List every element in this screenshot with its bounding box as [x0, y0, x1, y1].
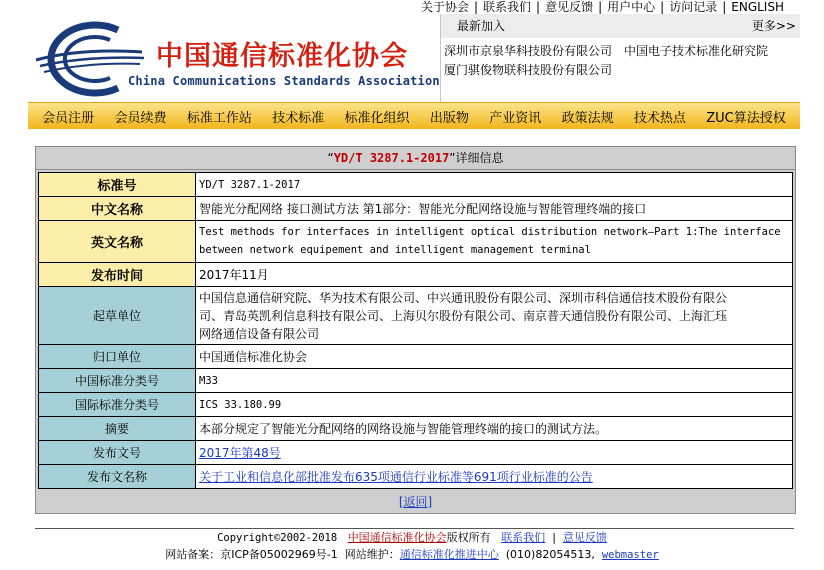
footer-feedback-link[interactable]: 意见反馈: [562, 531, 607, 544]
detail-title-code: YD/T 3287.1-2017: [333, 151, 450, 165]
row-label: 中国标准分类号: [39, 369, 196, 392]
back-row: [36, 491, 795, 513]
main-nav: [28, 102, 800, 129]
icp-text: 网站备案：京ICP备05002969号-1: [165, 548, 338, 561]
table-row: [39, 417, 792, 441]
table-row: [39, 287, 792, 345]
publish-time-value: 2017年11月: [196, 263, 792, 286]
table-row: [39, 441, 792, 465]
cn-classification-value: M33: [196, 369, 792, 392]
chinese-name-value: 智能光分配网络 接口测试方法 第1部分：智能光分配网络设施与智能管理终端的接口: [196, 197, 792, 220]
table-row: [39, 173, 792, 197]
footer-contact-link[interactable]: 联系我们: [501, 531, 546, 544]
visit-log-link[interactable]: 访问记录: [669, 0, 718, 14]
nav-standard-workstation[interactable]: 标准工作站: [186, 110, 252, 126]
nav-member-register[interactable]: 会员注册: [42, 110, 95, 126]
logo-english-name: China Communications Standards Association: [128, 74, 440, 88]
contact-link[interactable]: 联系我们: [483, 0, 532, 14]
about-link[interactable]: 关于协会: [420, 0, 469, 14]
footer-icp-line: [0, 548, 824, 562]
more-link[interactable]: 更多>>: [751, 19, 796, 33]
site-header: [28, 14, 800, 102]
new-member-item[interactable]: 中国电子技术标准化研究院: [624, 44, 769, 58]
table-row: [39, 263, 792, 287]
new-members-list: [441, 38, 800, 80]
row-label: 发布文名称: [39, 465, 196, 488]
table-row: [39, 369, 792, 393]
table-row: [39, 393, 792, 417]
webmaster-link[interactable]: webmaster: [601, 549, 659, 561]
row-label: 标准号: [39, 173, 196, 196]
new-members-panel: [441, 14, 800, 102]
user-center-link[interactable]: 用户中心: [607, 0, 656, 14]
top-utility-links: 关于协会 | 联系我们 | 意见反馈 | 用户中心 | 访问记录 | ENGLISH: [420, 0, 784, 14]
logo-chinese-name: 中国通信标准化协会: [156, 41, 408, 72]
back-link[interactable]: [返回]: [398, 495, 433, 509]
intl-classification-value: ICS 33.180.99: [196, 393, 792, 416]
nav-member-renew[interactable]: 会员续费: [114, 110, 167, 126]
table-row: [39, 197, 792, 221]
english-name-value: Test methods for interfaces in intelligent optical distribution network—Part 1:The interface between network equipement and intelligent management terminal: [196, 221, 792, 262]
maintainer-label: 网站维护：: [344, 548, 400, 561]
nav-policies[interactable]: 政策法规: [561, 110, 614, 126]
row-label: 发布时间: [39, 263, 196, 286]
standard-number-value: YD/T 3287.1-2017: [196, 173, 792, 196]
nav-industry-news[interactable]: 产业资讯: [489, 110, 542, 126]
abstract-value: 本部分规定了智能光分配网络的网络设施与智能管理终端的接口的测试方法。: [196, 417, 792, 440]
footer-org-link[interactable]: 中国通信标准化协会: [347, 531, 447, 544]
row-label: 英文名称: [39, 221, 196, 262]
new-member-item[interactable]: 深圳市京泉华科技股份有限公司: [444, 44, 613, 58]
footer-divider: [35, 528, 794, 529]
standard-detail-panel: [35, 146, 796, 514]
row-label: 发布文号: [39, 441, 196, 464]
maintainer-link[interactable]: 通信标准化推进中心: [399, 548, 499, 561]
row-label: 摘要: [39, 417, 196, 440]
nav-tech-standards[interactable]: 技术标准: [272, 110, 325, 126]
doc-number-link[interactable]: 2017年第48号: [199, 445, 281, 460]
nav-tech-hotspots[interactable]: 技术热点: [633, 110, 686, 126]
table-row: [39, 465, 792, 488]
row-label: 中文名称: [39, 197, 196, 220]
new-members-title: 最新加入: [457, 19, 506, 33]
site-logo[interactable]: [28, 14, 441, 102]
responsible-unit-value: 中国通信标准化协会: [196, 345, 792, 368]
phone-text: (010)82054513,: [505, 548, 595, 561]
table-row: [39, 221, 792, 263]
footer-copyright-line: Copyright©2002-2018 中国通信标准化协会版权所有 联系我们 | 意见反馈: [217, 531, 607, 544]
table-row: [39, 345, 792, 369]
nav-standards-org[interactable]: 标准化组织: [344, 110, 410, 126]
row-label: 起草单位: [39, 287, 196, 344]
english-link[interactable]: ENGLISH: [731, 0, 784, 14]
rights-text: 版权所有: [446, 531, 491, 544]
row-label: 国际标准分类号: [39, 393, 196, 416]
new-member-item[interactable]: 厦门骐俊物联科技股份有限公司: [444, 63, 613, 77]
drafting-units-value: 中国信息通信研究院、华为技术有限公司、中兴通讯股份有限公司、深圳市科信通信技术股份有限公司、青岛英凯利信息科技有限公司、上海贝尔股份有限公司、南京普天通信股份有限公司、上海汇珏网络通信设备有限公司: [196, 287, 792, 344]
new-members-header: [441, 14, 800, 38]
copyright-text: Copyright©2002-2018: [217, 532, 338, 544]
nav-publications[interactable]: 出版物: [429, 110, 469, 126]
detail-table: [38, 172, 793, 489]
nav-zuc-license[interactable]: ZUC算法授权: [706, 110, 786, 126]
row-label: 归口单位: [39, 345, 196, 368]
detail-title: “YD/T 3287.1-2017”详细信息: [36, 147, 795, 170]
feedback-link[interactable]: 意见反馈: [545, 0, 594, 14]
doc-name-link[interactable]: 关于工业和信息化部批准发布635项通信行业标准等691项行业标准的公告: [199, 469, 593, 484]
